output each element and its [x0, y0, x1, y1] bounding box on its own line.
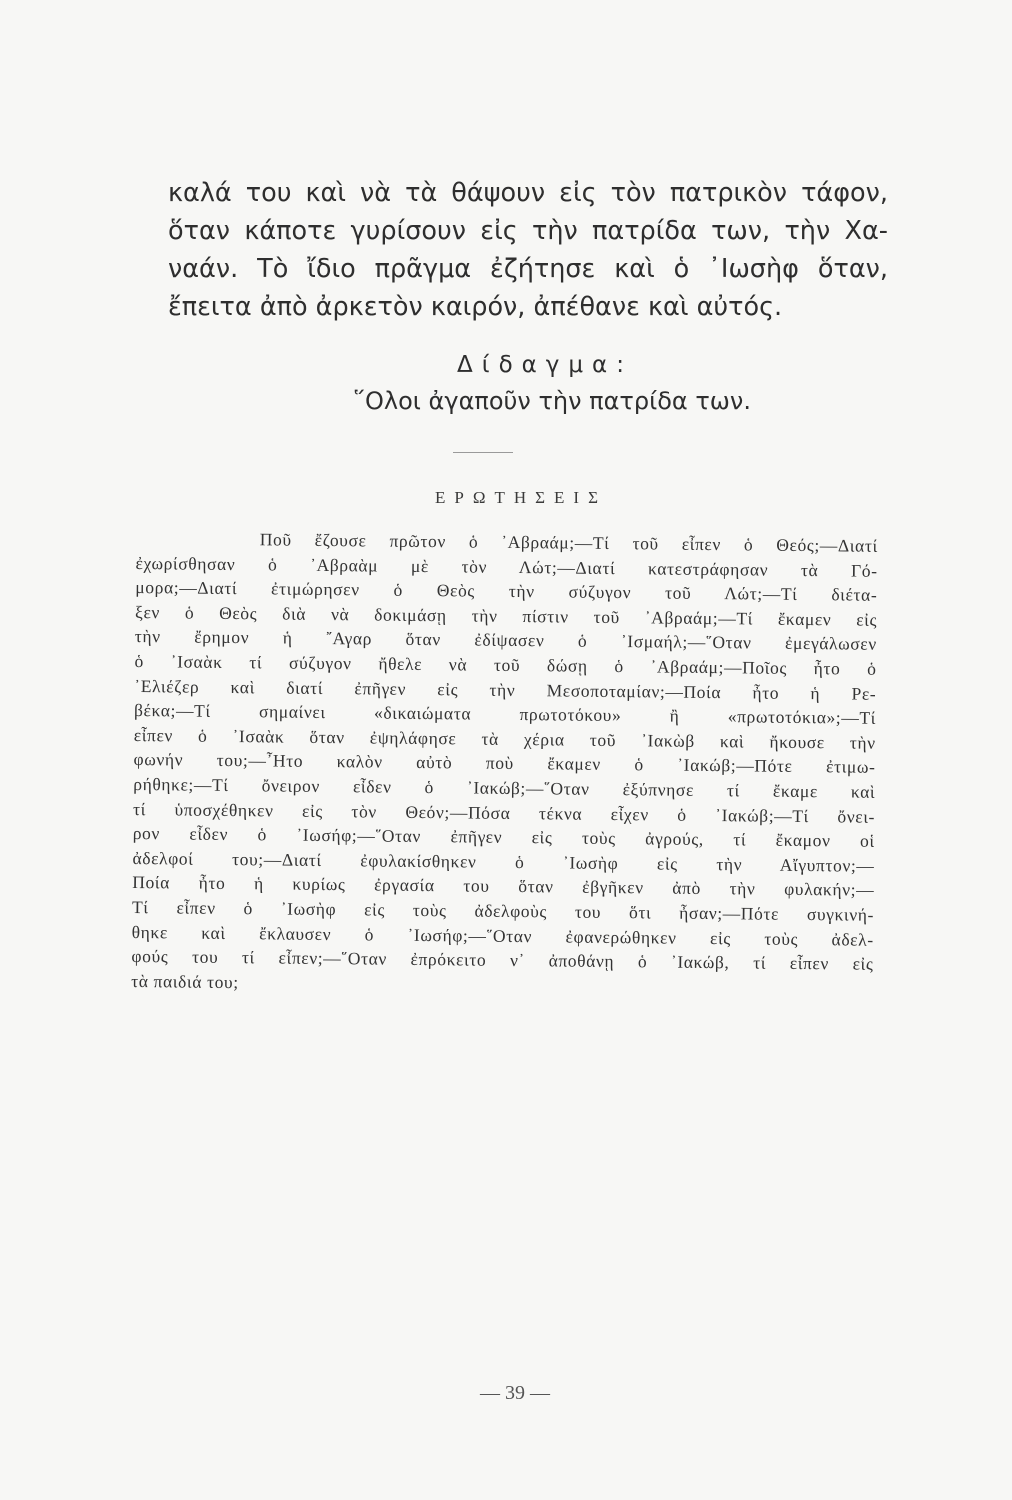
lesson-heading: Δίδαγμα:	[457, 352, 633, 378]
question-line: ὁ ᾿Ισαὰκ τί σύζυγον ἤθελε νὰ τοῦ δώσῃ ὁ ᾿Αβραάμ;—Ποῖος ἦτο ὁ	[134, 650, 877, 679]
intro-line: καλά του καὶ νὰ τὰ θάψουν εἰς τὸν πατρικὸν τάφον,	[168, 178, 888, 208]
question-line: Ποῦ ἔζουσε πρῶτον ὁ ᾿Αβραάμ;—Τί τοῦ εἶπεν ὁ Θεός;—Διατί	[259, 529, 878, 556]
section-divider	[453, 452, 513, 453]
question-line: ρον εἶδεν ὁ ᾿Ιωσήφ;—῞Οταν ἐπῆγεν εἰς τοὺς ἀγρούς, τί ἔκαμον οἱ	[132, 823, 875, 851]
intro-line: ἔπειτα ἀπὸ ἀρκετὸν καιρόν, ἀπέθανε καὶ αὐτός.	[168, 292, 783, 322]
intro-line: ὅταν κάποτε γυρίσουν εἰς τὴν πατρίδα των, τὴν Χα-	[168, 216, 888, 246]
question-line: τὴν ἔρημον ἡ ῎Αγαρ ὅταν ἐδίψασεν ὁ ᾿Ισμαήλ;—῞Οταν ἐμεγάλωσεν	[134, 626, 877, 655]
question-line: μορα;—Διατί ἐτιμώρησεν ὁ Θεὸς τὴν σύζυγον τοῦ Λώτ;—Τί διέτα-	[135, 577, 878, 605]
question-line: ἐχωρίσθησαν ὁ ᾿Αβραὰμ μὲ τὸν Λώτ;—Διατί κατεστράφησαν τὰ Γό-	[135, 552, 878, 581]
question-line: βέκα;—Τί σημαίνει «δικαιώματα πρωτοτόκου» ἢ «πρωτοτόκια»;—Τί	[133, 700, 877, 728]
question-line: εἶπεν ὁ ᾿Ισαὰκ ὅταν ἐψηλάφησε τὰ χέρια τοῦ ᾿Ιακὼβ καὶ ἤκουσε τὴν	[133, 724, 876, 753]
question-line: θηκε καὶ ἔκλαυσεν ὁ ᾿Ιωσήφ;—῞Οταν ἐφανερώθηκεν εἰς τοὺς ἀδελ-	[131, 921, 874, 950]
question-line: φωνήν του;—῏Ητο καλὸν αὐτὸ ποὺ ἔκαμεν ὁ ᾿Ιακώβ;—Πότε ἐτιμω-	[133, 749, 876, 778]
question-line: ἀδελφοί του;—Διατί ἐφυλακίσθηκεν ὁ ᾿Ιωσὴφ εἰς τὴν Αἴγυπτον;—	[132, 847, 875, 876]
intro-line: ναάν. Τὸ ἴδιο πρᾶγμα ἐζήτησε καὶ ὁ ᾿Ιωσὴφ ὅταν,	[168, 254, 888, 284]
question-line: Ποία ἦτο ἡ κυρίως ἐργασία του ὅταν ἐβγῆκεν ἀπὸ τὴν φυλακήν;—	[132, 872, 875, 901]
lesson-text: ῞Ολοι ἀγαποῦν τὴν πατρίδα των.	[353, 387, 751, 415]
questions-heading: ΕΡΩΤΗΣΕΙΣ	[435, 488, 607, 507]
question-line: Τί εἶπεν ὁ ᾿Ιωσὴφ εἰς τοὺς ἀδελφοὺς του ὅτι ἦσαν;—Πότε συγκινή-	[131, 896, 875, 925]
question-line: φούς του τί εἶπεν;—῞Οταν ἐπρόκειτο ν᾿ ἀποθάνῃ ὁ ᾿Ιακώβ, τί εἶπεν εἰς	[131, 946, 874, 974]
questions-paragraph	[131, 526, 878, 1001]
question-line: ξεν ὁ Θεὸς διὰ νὰ δοκιμάσῃ τὴν πίστιν τοῦ ᾿Αβραάμ;—Τί ἔκαμεν εἰς	[134, 601, 878, 630]
page-number: — 39 —	[480, 1382, 550, 1404]
question-line: τὰ παιδιά του;	[131, 970, 239, 992]
question-line: ρήθηκε;—Τί ὄνειρον εἶδεν ὁ ᾿Ιακώβ;—῞Οταν ἐξύπνησε τί ἔκαμε καὶ	[133, 773, 876, 802]
intro-paragraph	[168, 174, 888, 326]
question-line: τί ὑποσχέθηκεν εἰς τὸν Θεόν;—Πόσα τέκνα εἶχεν ὁ ᾿Ιακώβ;—Τί ὄνει-	[132, 798, 876, 827]
question-line: ᾿Ελιέζερ καὶ διατί ἐπῆγεν εἰς τὴν Μεσοποταμίαν;—Ποία ἦτο ἡ Ρε-	[134, 675, 877, 704]
